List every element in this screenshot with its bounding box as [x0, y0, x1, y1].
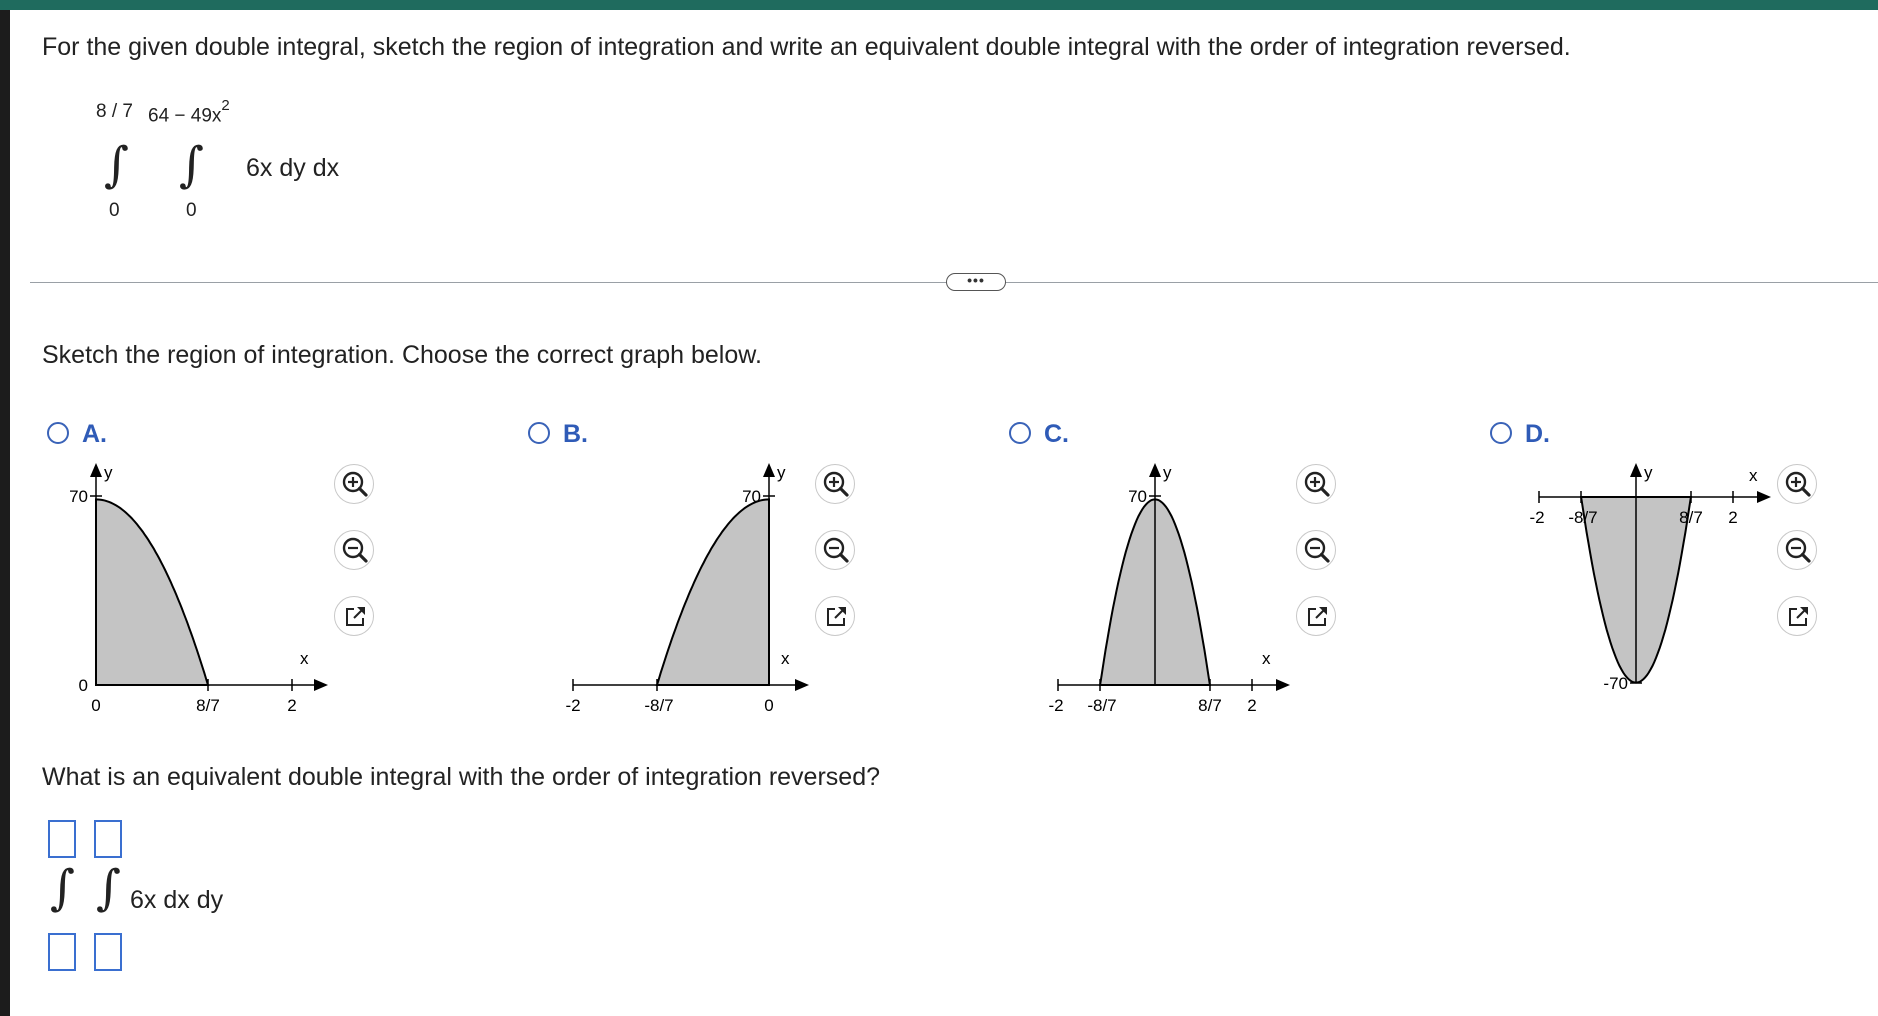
graph-d-zoom-in-button[interactable]: [1777, 464, 1817, 504]
graph-b-tick-label-x0: 0: [764, 696, 774, 715]
zoom-out-icon: [1778, 531, 1818, 571]
graph-b-popout-button[interactable]: [815, 596, 855, 636]
answer-outer-lower-box[interactable]: [48, 933, 76, 971]
option-a-label[interactable]: A.: [82, 420, 107, 448]
graph-b-region: [657, 499, 769, 685]
graph-d-zoom-out-button[interactable]: [1777, 530, 1817, 570]
graph-b-x-arrow: [795, 679, 809, 691]
graph-c-label-x: x: [1262, 649, 1271, 668]
outer-integral-sign: ∫: [104, 137, 130, 193]
graph-d-tick-label-neg70: -70: [1603, 674, 1628, 693]
graph-d: [1491, 455, 1811, 730]
option-b-label[interactable]: B.: [563, 420, 588, 448]
graph-b: [529, 455, 849, 730]
sketch-prompt: Sketch the region of integration. Choose the correct graph below.: [42, 341, 762, 369]
graph-a-zoom-in-button[interactable]: [334, 464, 374, 504]
outer-upper-limit: 8 / 7: [96, 101, 133, 122]
graph-a-tick-label-2: 2: [287, 696, 297, 715]
inner-lower-limit: 0: [186, 200, 197, 221]
popout-icon: [1297, 597, 1337, 637]
graph-a-tick-label-y0: 0: [78, 676, 88, 695]
answer-outer-upper-box[interactable]: [48, 820, 76, 858]
graph-d-label-y: y: [1644, 463, 1653, 482]
graph-c-tick-label-8-7: 8/7: [1198, 696, 1222, 715]
option-a-radio[interactable]: [47, 422, 69, 444]
zoom-out-icon: [1297, 531, 1337, 571]
popout-icon: [335, 597, 375, 637]
answer-inner-lower-box[interactable]: [94, 933, 122, 971]
graph-c-zoom-in-button[interactable]: [1296, 464, 1336, 504]
graph-a-tick-label-x0: 0: [91, 696, 101, 715]
graph-a-tick-label-8-7: 8/7: [196, 696, 220, 715]
graph-c-tick-label-neg2: -2: [1048, 696, 1064, 715]
graph-d-label-x: x: [1749, 466, 1758, 485]
graph-d-tick-label-neg2: -2: [1529, 508, 1545, 527]
option-d-radio[interactable]: [1490, 422, 1512, 444]
graph-b-label-y: y: [777, 463, 786, 482]
left-sidebar-edge: [0, 10, 10, 1016]
graph-a-region: [96, 499, 208, 685]
integrand: 6x dy dx: [246, 154, 340, 182]
graph-d-popout-button[interactable]: [1777, 596, 1817, 636]
popout-icon: [1778, 597, 1818, 637]
zoom-in-icon: [1778, 465, 1818, 505]
answer-inner-upper-box[interactable]: [94, 820, 122, 858]
option-b-radio[interactable]: [528, 422, 550, 444]
graph-a: [48, 455, 368, 730]
graph-d-y-arrow: [1630, 463, 1642, 477]
answer-outer-integral-sign: ∫: [50, 860, 76, 916]
zoom-out-icon: [335, 531, 375, 571]
answer-integrand: 6x dx dy: [130, 886, 224, 914]
graph-c-popout-button[interactable]: [1296, 596, 1336, 636]
graph-d-tick-label-neg8-7: -8/7: [1568, 508, 1598, 527]
zoom-in-icon: [335, 465, 375, 505]
option-c-label[interactable]: C.: [1044, 420, 1069, 448]
zoom-out-icon: [816, 531, 856, 571]
inner-upper-exponent: 2: [221, 97, 230, 114]
zoom-in-icon: [1297, 465, 1337, 505]
graph-b-y-arrow: [763, 463, 775, 477]
reverse-prompt: What is an equivalent double integral with the order of integration reversed?: [42, 763, 881, 791]
graph-d-x-arrow: [1757, 491, 1771, 503]
answer-inner-integral-sign: ∫: [96, 860, 122, 916]
graph-c-zoom-out-button[interactable]: [1296, 530, 1336, 570]
graph-a-tick-label-70: 70: [69, 487, 88, 506]
graph-c-tick-label-70: 70: [1128, 487, 1147, 506]
graph-a-label-y: y: [104, 463, 113, 482]
option-c-radio[interactable]: [1009, 422, 1031, 444]
graph-d-tick-label-8-7: 8/7: [1679, 508, 1703, 527]
popout-icon: [816, 597, 856, 637]
graph-d-tick-label-2: 2: [1728, 508, 1738, 527]
graph-b-label-x: x: [781, 649, 790, 668]
expand-more-button[interactable]: •••: [946, 273, 1006, 291]
graph-a-x-arrow: [314, 679, 328, 691]
graph-b-tick-label-neg2: -2: [565, 696, 581, 715]
graph-a-label-x: x: [300, 649, 309, 668]
graph-b-tick-label-70: 70: [742, 487, 761, 506]
graph-a-zoom-out-button[interactable]: [334, 530, 374, 570]
graph-b-tick-label-neg8-7: -8/7: [644, 696, 674, 715]
graph-c-x-arrow: [1276, 679, 1290, 691]
outer-lower-limit: 0: [109, 200, 120, 221]
option-d-label[interactable]: D.: [1525, 420, 1550, 448]
graph-c-label-y: y: [1163, 463, 1172, 482]
zoom-in-icon: [816, 465, 856, 505]
graph-b-zoom-in-button[interactable]: [815, 464, 855, 504]
question-text: For the given double integral, sketch the region of integration and write an equivalent double integral with the order of integration reversed.: [42, 33, 1571, 61]
inner-upper-limit: $64 - 49x^2$: [148, 97, 230, 127]
graph-b-zoom-out-button[interactable]: [815, 530, 855, 570]
graph-a-y-arrow: [90, 463, 102, 477]
header-bar: [0, 0, 1878, 10]
graph-c-tick-label-2: 2: [1247, 696, 1257, 715]
graph-c: [1010, 455, 1330, 730]
inner-integral-sign: ∫: [179, 137, 205, 193]
graph-c-y-arrow: [1149, 463, 1161, 477]
graph-c-tick-label-neg8-7: -8/7: [1087, 696, 1117, 715]
graph-a-popout-button[interactable]: [334, 596, 374, 636]
